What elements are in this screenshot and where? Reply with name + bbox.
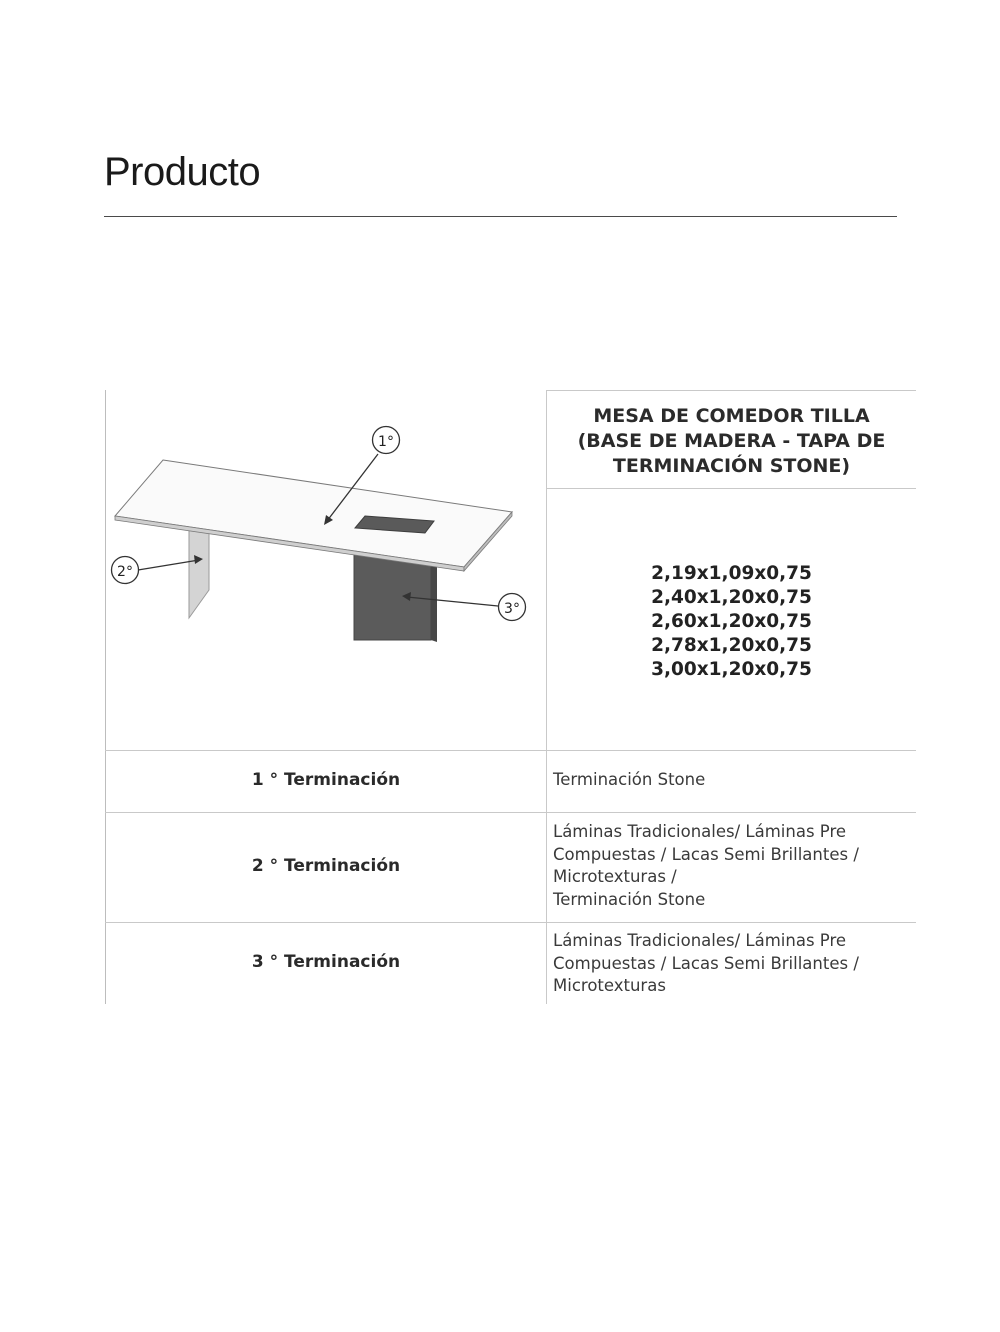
- finish-2-value-line: Compuestas / Lacas Semi Brillantes /: [553, 844, 859, 864]
- table-technical-drawing: [105, 390, 547, 750]
- row-divider-3: [105, 922, 916, 923]
- finish-3-value-line: Microtexturas: [553, 976, 666, 995]
- left-leg-panel: [189, 527, 209, 618]
- product-name: [547, 404, 916, 479]
- product-name-line: TERMINACIÓN STONE): [612, 455, 851, 477]
- callout-2-label: 2°: [117, 564, 133, 580]
- center-base-block: [354, 553, 431, 640]
- finish-2-value-line: Terminación Stone: [553, 889, 706, 909]
- callout-3-label: 3°: [504, 601, 520, 617]
- finish-3-value: [553, 930, 913, 998]
- finish-2-value-line: Láminas Tradicionales/ Láminas Pre: [553, 822, 847, 841]
- dimension-item: 2,19x1,09x0,75: [651, 563, 812, 584]
- dimensions-list: [547, 562, 916, 682]
- dimension-item: 3,00x1,20x0,75: [651, 659, 812, 680]
- table-top-surface: [115, 460, 512, 567]
- finish-2-value-line: Microtexturas /: [553, 867, 677, 886]
- finish-3-label: 3 ° Terminación: [251, 952, 401, 972]
- finish-1-value: [553, 769, 913, 792]
- finish-1-label: 1 ° Terminación: [251, 770, 401, 790]
- dimension-item: 2,60x1,20x0,75: [651, 611, 812, 632]
- callout-1-label: 1°: [378, 434, 394, 450]
- product-spec-table: [105, 390, 916, 1004]
- table-top-border: [546, 390, 916, 391]
- row-divider-1: [105, 750, 916, 751]
- finish-2-value: [553, 821, 913, 911]
- product-name-line: (BASE DE MADERA - TAPA DE: [577, 430, 886, 452]
- dimension-item: 2,78x1,20x0,75: [651, 635, 812, 656]
- finish-1-value-line: Terminación Stone: [553, 770, 706, 789]
- row-divider-2: [105, 812, 916, 813]
- finish-3-value-line: Láminas Tradicionales/ Láminas Pre: [553, 931, 847, 950]
- name-row-divider: [546, 488, 916, 489]
- product-name-line: MESA DE COMEDOR TILLA: [593, 405, 870, 427]
- finish-3-value-line: Compuestas / Lacas Semi Brillantes /: [553, 953, 859, 973]
- dimension-item: 2,40x1,20x0,75: [651, 587, 812, 608]
- title-divider: [104, 216, 897, 217]
- page-title: Producto: [104, 150, 261, 194]
- finish-2-label: 2 ° Terminación: [251, 856, 401, 876]
